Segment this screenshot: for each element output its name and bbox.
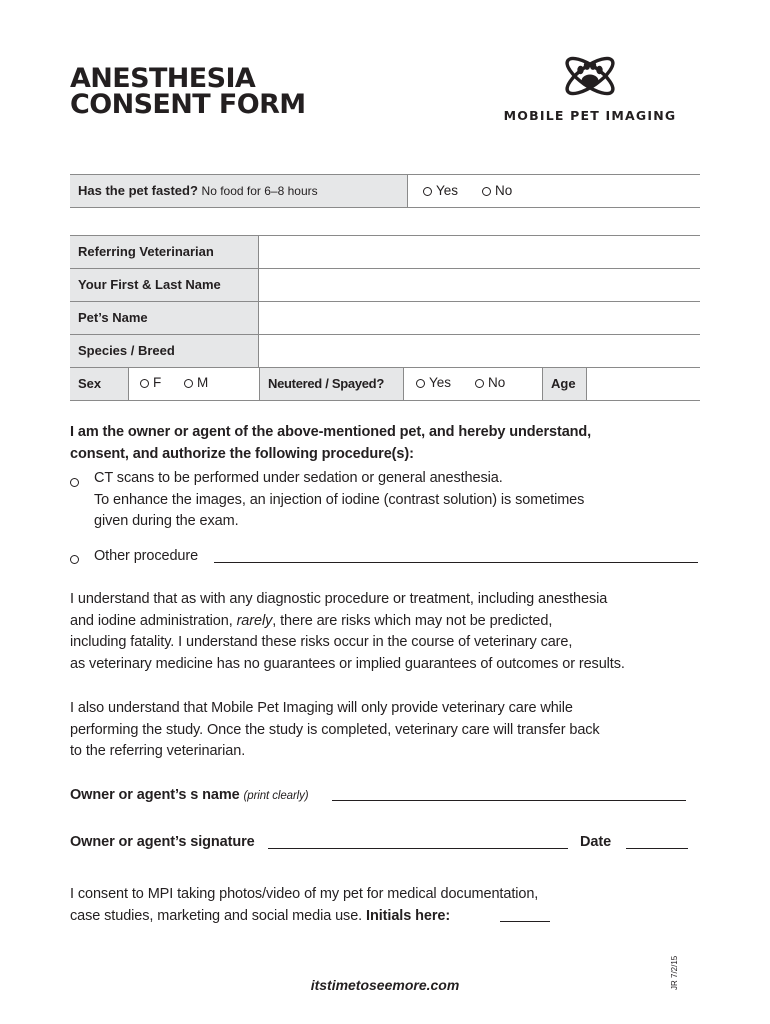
- species-row: [70, 335, 700, 368]
- owner-name-field[interactable]: [260, 269, 700, 301]
- pet-name-row: [70, 302, 700, 335]
- other-procedure-option[interactable]: [70, 551, 89, 567]
- other-procedure-line[interactable]: [214, 562, 698, 563]
- sex-f-option[interactable]: [140, 375, 161, 391]
- owner-print-name-label: [70, 785, 309, 808]
- ct-scan-text: [94, 468, 584, 533]
- risk-line-3: including fatality. I understand these risks occur in the course of veterinary care,: [70, 634, 573, 650]
- sex-f-label: F: [153, 375, 162, 390]
- fasted-no-label: No: [495, 183, 513, 198]
- radio-icon[interactable]: [416, 379, 425, 388]
- pet-name-field[interactable]: [260, 302, 700, 334]
- divider: [403, 368, 404, 400]
- owner-name-label-text: Owner or agent’s s name: [70, 787, 240, 803]
- fasted-no-option[interactable]: [482, 183, 512, 199]
- form-title: [70, 63, 306, 120]
- radio-icon[interactable]: [70, 555, 79, 564]
- initials-line[interactable]: [500, 921, 550, 922]
- species-field[interactable]: [260, 335, 700, 367]
- consent-intro-line-2: consent, and authorize the following procedure(s):: [70, 445, 414, 462]
- revision-code: JR 7/2/15: [670, 955, 679, 990]
- title-line-1: ANESTHESIA: [70, 63, 256, 94]
- risks-paragraph: [70, 589, 625, 675]
- sex-m-option[interactable]: [184, 375, 208, 391]
- risk-line-1: I understand that as with any diagnostic procedure or treatment, including anesthesia: [70, 591, 608, 607]
- date-line[interactable]: [626, 848, 688, 849]
- radio-icon[interactable]: [140, 379, 149, 388]
- initials-label: Initials here:: [366, 907, 451, 924]
- risk-line-2c: , there are risks which may not be predicted,: [272, 612, 553, 629]
- referring-vet-label: Referring Veterinarian: [70, 236, 259, 268]
- pet-name-label: Pet’s Name: [70, 302, 259, 334]
- fasted-yes-option[interactable]: [423, 183, 458, 199]
- radio-icon[interactable]: [475, 379, 484, 388]
- radio-icon[interactable]: [423, 187, 432, 196]
- consent-intro-line-1: I am the owner or agent of the above-mentioned pet, and hereby understand,: [70, 424, 592, 440]
- referring-vet-field[interactable]: [260, 236, 700, 268]
- ct-line-3: given during the exam.: [94, 513, 239, 529]
- risk-line-2b: rarely: [236, 612, 273, 629]
- care-line-2: performing the study. Once the study is completed, veterinary care will transfer back: [70, 721, 600, 738]
- fasting-question: Has the pet fasted?: [78, 183, 198, 198]
- radio-icon[interactable]: [184, 379, 193, 388]
- company-logo: [494, 44, 686, 128]
- media-line-1: I consent to MPI taking photos/video of my pet for medical documentation,: [70, 886, 539, 902]
- age-label: Age: [543, 368, 586, 400]
- sex-neutered-age-row: [70, 368, 700, 401]
- owner-name-label: Your First & Last Name: [70, 269, 259, 301]
- date-label: Date: [580, 834, 612, 850]
- print-clearly-note: (print clearly): [243, 790, 309, 802]
- ct-scan-option[interactable]: [70, 474, 89, 490]
- fasted-yes-label: Yes: [436, 183, 459, 198]
- footer-url[interactable]: itstimetoseemore.com: [310, 977, 460, 993]
- pet-info-table: [70, 235, 700, 401]
- atom-paw-icon: [560, 46, 620, 106]
- sex-label: Sex: [70, 368, 128, 400]
- media-consent: [70, 884, 538, 927]
- signature-label: Owner or agent’s signature: [70, 834, 255, 850]
- radio-icon[interactable]: [482, 187, 491, 196]
- consent-intro: [70, 422, 591, 465]
- risk-line-4: as veterinary medicine has no guarantees or implied guarantees of outcomes or results.: [70, 655, 625, 672]
- sex-m-label: M: [197, 375, 209, 390]
- fasting-row: [70, 174, 700, 208]
- risk-line-2a: and iodine administration,: [70, 612, 237, 629]
- ct-line-1: CT scans to be performed under sedation or general anesthesia.: [94, 470, 503, 486]
- neutered-yes-label: Yes: [429, 375, 452, 390]
- referring-vet-row: [70, 236, 700, 269]
- age-field[interactable]: [587, 368, 700, 400]
- ct-line-2: To enhance the images, an injection of iodine (contrast solution) is sometimes: [94, 491, 585, 508]
- divider: [128, 368, 129, 400]
- fasting-note: No food for 6–8 hours: [201, 184, 318, 198]
- species-label: Species / Breed: [70, 335, 259, 367]
- neutered-label: Neutered / Spayed?: [260, 368, 403, 400]
- fasting-label-cell: [70, 175, 408, 207]
- other-procedure-label: Other procedure: [94, 548, 199, 564]
- neutered-no-option[interactable]: [475, 375, 505, 391]
- radio-icon[interactable]: [70, 478, 79, 487]
- neutered-yes-option[interactable]: [416, 375, 451, 391]
- title-line-2: CONSENT FORM: [70, 89, 306, 120]
- signature-line[interactable]: [268, 848, 568, 849]
- owner-name-row: [70, 269, 700, 302]
- media-line-2: case studies, marketing and social media use.: [70, 907, 363, 924]
- logo-text: MOBILE PET IMAGING: [503, 108, 677, 123]
- care-line-1: I also understand that Mobile Pet Imaging will only provide veterinary care while: [70, 700, 573, 716]
- care-line-3: to the referring veterinarian.: [70, 743, 246, 759]
- neutered-no-label: No: [488, 375, 506, 390]
- care-paragraph: [70, 698, 600, 763]
- owner-print-name-line[interactable]: [332, 800, 686, 801]
